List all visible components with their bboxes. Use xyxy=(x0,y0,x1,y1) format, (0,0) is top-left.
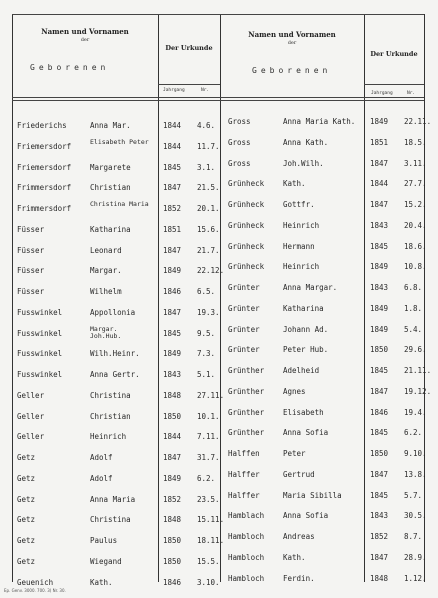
right-surname: Grünther xyxy=(228,387,265,396)
left-year: 1847 xyxy=(163,453,182,462)
left-surname: Geuenich xyxy=(17,578,54,587)
left-nr: 7.3. xyxy=(197,349,216,358)
right-given: Katharina xyxy=(283,304,324,313)
left-nr: 3.10. xyxy=(197,578,220,587)
left-given: Elisabeth Peter xyxy=(90,138,149,146)
right-surname: Hambloch xyxy=(228,532,265,541)
right-nr: 8.7. xyxy=(404,532,423,541)
right-nr: 9.10. xyxy=(404,449,427,458)
left-given: Leonard xyxy=(90,246,122,255)
left-nr: 5.1. xyxy=(197,370,216,379)
left-given: Margar. xyxy=(90,266,122,275)
left-year: 1845 xyxy=(163,163,182,172)
right-surname: Grünter xyxy=(228,345,260,354)
left-nr: 6.2. xyxy=(197,474,216,483)
right-year: 1849 xyxy=(370,117,389,126)
left-given: Appollonia xyxy=(90,308,136,317)
right-nr: 10.8. xyxy=(404,262,427,271)
right-year: 1844 xyxy=(370,179,389,188)
right-nr: 5.4. xyxy=(404,325,423,334)
left-year: 1845 xyxy=(163,329,182,338)
right-year: 1847 xyxy=(370,159,389,168)
right-year: 1843 xyxy=(370,511,389,520)
left-given: Christina Maria xyxy=(90,200,149,208)
right-surname: Hamblach xyxy=(228,511,265,520)
left-surname: Geller xyxy=(17,391,45,400)
jahrgang-right: Jahrgang xyxy=(371,91,393,96)
left-surname: Geller xyxy=(17,432,45,441)
right-given: Andreas xyxy=(283,532,315,541)
right-surname: Gross xyxy=(228,138,251,147)
right-given: Johann Ad. xyxy=(283,325,329,334)
right-given: Anna Sofia xyxy=(283,428,329,437)
left-given: Margar. Joh.Hub. xyxy=(90,325,122,340)
left-surname: Füsser xyxy=(17,225,45,234)
urkunde-header-left: Der Urkunde xyxy=(165,44,213,52)
urkunde-header-right: Der Urkunde xyxy=(370,50,418,58)
right-nr: 20.4. xyxy=(404,221,427,230)
left-year: 1843 xyxy=(163,370,182,379)
left-year: 1849 xyxy=(163,266,182,275)
left-nr: 6.5. xyxy=(197,287,216,296)
left-nr: 27.11. xyxy=(197,391,225,400)
left-surname: Frimmersdorf xyxy=(17,204,72,213)
right-nr: 1.8. xyxy=(404,304,423,313)
left-year: 1844 xyxy=(163,432,182,441)
left-year: 1849 xyxy=(163,349,182,358)
right-nr: 6.8. xyxy=(404,283,423,292)
right-year: 1849 xyxy=(370,325,389,334)
left-year: 1848 xyxy=(163,391,182,400)
left-given: Christina xyxy=(90,515,131,524)
left-given: Heinrich xyxy=(90,432,127,441)
left-surname: Getz xyxy=(17,536,36,545)
left-surname: Füsser xyxy=(17,246,45,255)
right-surname: Grünther xyxy=(228,366,265,375)
right-nr: 30.5. xyxy=(404,511,427,520)
left-surname: Getz xyxy=(17,495,36,504)
right-year: 1850 xyxy=(370,449,389,458)
right-year: 1852 xyxy=(370,532,389,541)
right-surname: Grünther xyxy=(228,428,265,437)
right-surname: Grünheck xyxy=(228,221,265,230)
geborenen-left: Geborenen xyxy=(30,63,110,72)
right-nr: 15.2. xyxy=(404,200,427,209)
right-nr: 21.11. xyxy=(404,366,432,375)
left-year: 1852 xyxy=(163,204,182,213)
right-nr: 3.11. xyxy=(404,159,427,168)
right-year: 1847 xyxy=(370,387,389,396)
right-year: 1849 xyxy=(370,262,389,271)
jahrgang-left: Jahrgang xyxy=(163,88,185,93)
right-nr: 27.7. xyxy=(404,179,427,188)
left-nr: 19.3. xyxy=(197,308,220,317)
right-year: 1843 xyxy=(370,283,389,292)
right-nr: 22.11. xyxy=(404,117,432,126)
left-year: 1846 xyxy=(163,287,182,296)
left-year: 1852 xyxy=(163,495,182,504)
left-nr: 7.11. xyxy=(197,432,220,441)
right-surname: Gross xyxy=(228,159,251,168)
left-nr: 10.1. xyxy=(197,412,220,421)
right-year: 1847 xyxy=(370,553,389,562)
left-nr: 21.5. xyxy=(197,183,220,192)
left-nr: 15.5. xyxy=(197,557,220,566)
left-nr: 4.6. xyxy=(197,121,216,130)
right-nr: 1.12. xyxy=(404,574,427,583)
right-surname: Grünter xyxy=(228,325,260,334)
right-surname: Grünheck xyxy=(228,262,265,271)
left-given: Wiegand xyxy=(90,557,122,566)
left-year: 1846 xyxy=(163,578,182,587)
right-given: Heinrich xyxy=(283,262,320,271)
right-year: 1851 xyxy=(370,138,389,147)
right-nr: 18.5. xyxy=(404,138,427,147)
print-footer: Ep. Genv. 3000. 700. 3) Nr. 30. xyxy=(4,588,66,593)
left-given: Wilh.Heinr. xyxy=(90,349,140,358)
left-surname: Getz xyxy=(17,453,36,462)
names-header-left: Namen und Vornamen xyxy=(41,27,129,36)
right-year: 1847 xyxy=(370,470,389,479)
left-year: 1851 xyxy=(163,225,182,234)
right-surname: Grünheck xyxy=(228,179,265,188)
right-given: Anna Margar. xyxy=(283,283,338,292)
right-given: Peter Hub. xyxy=(283,345,329,354)
left-nr: 3.1. xyxy=(197,163,216,172)
left-year: 1844 xyxy=(163,142,182,151)
right-year: 1845 xyxy=(370,366,389,375)
left-given: Adolf xyxy=(90,474,113,483)
right-given: Kath. xyxy=(283,179,306,188)
left-nr: 15.11. xyxy=(197,515,225,524)
left-surname: Fusswinkel xyxy=(17,349,63,358)
right-given: Gottfr. xyxy=(283,200,315,209)
nr-left: Nr. xyxy=(201,88,210,93)
right-given: Heinrich xyxy=(283,221,320,230)
right-surname: Hambloch xyxy=(228,574,265,583)
left-year: 1847 xyxy=(163,246,182,255)
left-given: Wilhelm xyxy=(90,287,122,296)
left-given: Anna Maria xyxy=(90,495,136,504)
left-year: 1844 xyxy=(163,121,182,130)
right-nr: 19.12. xyxy=(404,387,432,396)
left-surname: Getz xyxy=(17,515,36,524)
right-surname: Grünheck xyxy=(228,242,265,251)
right-nr: 18.6. xyxy=(404,242,427,251)
right-given: Maria Sibilla xyxy=(283,491,342,500)
right-surname: Grünter xyxy=(228,283,260,292)
right-year: 1849 xyxy=(370,304,389,313)
right-nr: 6.2. xyxy=(404,428,423,437)
left-nr: 23.5. xyxy=(197,495,220,504)
right-given: Kath. xyxy=(283,553,306,562)
names-header-right: Namen und Vornamen xyxy=(248,30,336,39)
right-year: 1845 xyxy=(370,491,389,500)
right-given: Anna Maria Kath. xyxy=(283,117,356,126)
right-given: Adelheid xyxy=(283,366,320,375)
right-surname: Halffer xyxy=(228,470,260,479)
left-given: Anna Gertr. xyxy=(90,370,140,379)
right-surname: Grünter xyxy=(228,304,260,313)
left-surname: Fusswinkel xyxy=(17,329,63,338)
right-nr: 19.4. xyxy=(404,408,427,417)
names-sub-left: der xyxy=(80,37,90,43)
left-surname: Friemersdorf xyxy=(17,142,72,151)
right-year: 1848 xyxy=(370,574,389,583)
left-given: Christian xyxy=(90,183,131,192)
right-given: Peter xyxy=(283,449,306,458)
right-given: Joh.Wilh. xyxy=(283,159,324,168)
left-surname: Fusswinkel xyxy=(17,308,63,317)
names-sub-right: der xyxy=(287,40,297,46)
left-nr: 11.7. xyxy=(197,142,220,151)
left-surname: Getz xyxy=(17,557,36,566)
left-surname: Fusswinkel xyxy=(17,370,63,379)
right-year: 1846 xyxy=(370,408,389,417)
right-nr: 28.9. xyxy=(404,553,427,562)
right-given: Gertrud xyxy=(283,470,315,479)
left-given: Paulus xyxy=(90,536,118,545)
geborenen-right: Geborenen xyxy=(252,66,332,75)
right-given: Anna Kath. xyxy=(283,138,329,147)
left-nr: 20.1. xyxy=(197,204,220,213)
right-year: 1843 xyxy=(370,221,389,230)
left-surname: Getz xyxy=(17,474,36,483)
left-surname: Friemersdorf xyxy=(17,163,72,172)
right-given: Elisabeth xyxy=(283,408,324,417)
left-given: Kath. xyxy=(90,578,113,587)
left-year: 1849 xyxy=(163,474,182,483)
left-given: Margarete xyxy=(90,163,131,172)
right-year: 1845 xyxy=(370,428,389,437)
left-surname: Füsser xyxy=(17,287,45,296)
right-surname: Grünheck xyxy=(228,200,265,209)
left-given: Christina xyxy=(90,391,131,400)
right-given: Ferdin. xyxy=(283,574,315,583)
right-surname: Halffen xyxy=(228,449,260,458)
left-nr: 21.7. xyxy=(197,246,220,255)
left-year: 1848 xyxy=(163,515,182,524)
left-given: Christian xyxy=(90,412,131,421)
left-year: 1847 xyxy=(163,183,182,192)
left-nr: 9.5. xyxy=(197,329,216,338)
left-given: Katharina xyxy=(90,225,131,234)
left-year: 1847 xyxy=(163,308,182,317)
left-year: 1850 xyxy=(163,412,182,421)
right-year: 1845 xyxy=(370,242,389,251)
right-surname: Halffer xyxy=(228,491,260,500)
left-surname: Geller xyxy=(17,412,45,421)
left-surname: Friederichs xyxy=(17,121,67,130)
nr-right: Nr. xyxy=(407,91,416,96)
left-nr: 18.11. xyxy=(197,536,225,545)
left-nr: 31.7. xyxy=(197,453,220,462)
right-given: Hermann xyxy=(283,242,315,251)
left-given: Anna Mar. xyxy=(90,121,131,130)
left-surname: Frimmersdorf xyxy=(17,183,72,192)
left-year: 1850 xyxy=(163,557,182,566)
right-nr: 5.7. xyxy=(404,491,423,500)
right-surname: Grünther xyxy=(228,408,265,417)
right-nr: 29.6. xyxy=(404,345,427,354)
right-given: Agnes xyxy=(283,387,306,396)
right-year: 1847 xyxy=(370,200,389,209)
right-given: Anna Sofia xyxy=(283,511,329,520)
right-surname: Hambloch xyxy=(228,553,265,562)
left-nr: 15.6. xyxy=(197,225,220,234)
left-year: 1850 xyxy=(163,536,182,545)
right-nr: 13.8. xyxy=(404,470,427,479)
left-given: Adolf xyxy=(90,453,113,462)
left-surname: Füsser xyxy=(17,266,45,275)
right-surname: Gross xyxy=(228,117,251,126)
right-year: 1850 xyxy=(370,345,389,354)
left-nr: 22.12. xyxy=(197,266,225,275)
